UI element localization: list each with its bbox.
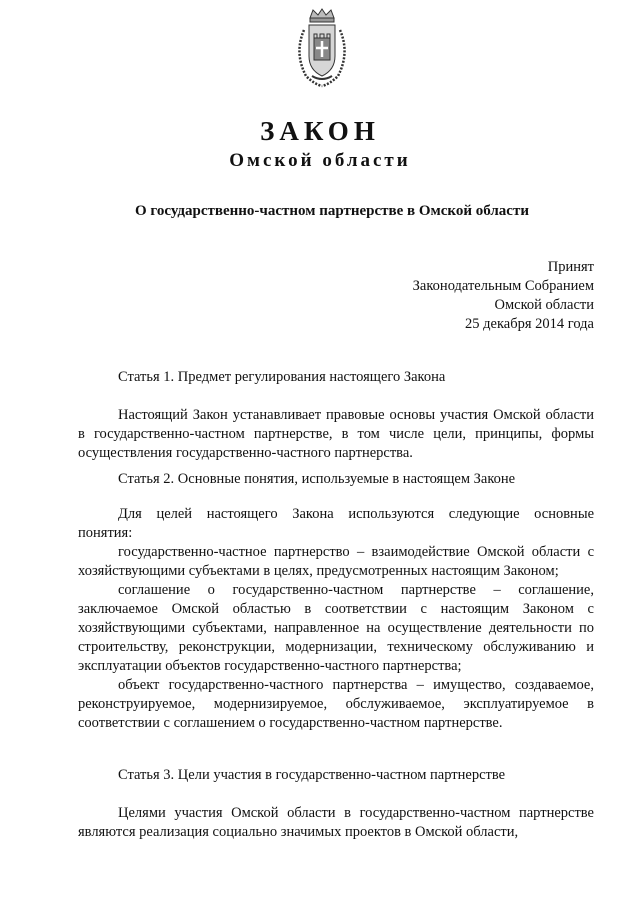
adoption-block	[413, 258, 594, 334]
document-title: ЗАКОН	[260, 116, 380, 146]
definition-agreement: соглашение о государственно-частном партнерстве – соглашение, заключаемое Омской областью в соответствии с настоящим Законом с хозяйствующими субъектами, направленное на осуществление деятельности по строительству, реконструкции, модернизации, техническому обслуживанию и эксплуатации объектов государственно-частного партнерства;	[78, 582, 594, 674]
document-subtitle: Омской области	[229, 150, 411, 171]
adopted-by-line: Законодательным Собранием	[412, 278, 594, 294]
article-3-heading: Статья 3. Цели участия в государственно-частном партнерстве	[118, 767, 506, 783]
adopted-line: Принят	[547, 259, 594, 275]
article-2-body	[78, 505, 594, 733]
article-3-paragraph: Целями участия Омской области в государственно-частном партнерстве являются реализация социально значимых проектов в Омской области,	[78, 805, 594, 840]
article-2-intro: Для целей настоящего Закона используются следующие основные понятия:	[78, 506, 594, 541]
article-3-body	[78, 804, 594, 842]
article-1-body	[78, 406, 594, 463]
article-2-heading: Статья 2. Основные понятия, используемые в настоящем Законе	[118, 471, 516, 487]
omsk-oblast-coat-of-arms	[292, 8, 352, 88]
article-1-paragraph: Настоящий Закон устанавливает правовые основы участия Омской области в государственно-частном партнерстве, в том числе цели, принципы, формы осуществления государственно-частного партнерства.	[78, 407, 594, 461]
definition-object: объект государственно-частного партнерства – имущество, создаваемое, реконструируемое, модернизируемое, обслуживаемое, эксплуатируемое в соответствии с соглашением о государственно-частном партнерстве.	[78, 677, 594, 731]
article-1-heading: Статья 1. Предмет регулирования настоящего Закона	[118, 369, 446, 385]
adopted-region-line: Омской области	[494, 297, 594, 313]
law-name: О государственно-частном партнерстве в Омской области	[135, 203, 529, 219]
definition-ppp: государственно-частное партнерство – взаимодействие Омской области с хозяйствующими субъектами в целях, предусмотренных настоящим Законом;	[78, 544, 594, 579]
adoption-date: 25 декабря 2014 года	[465, 316, 594, 332]
